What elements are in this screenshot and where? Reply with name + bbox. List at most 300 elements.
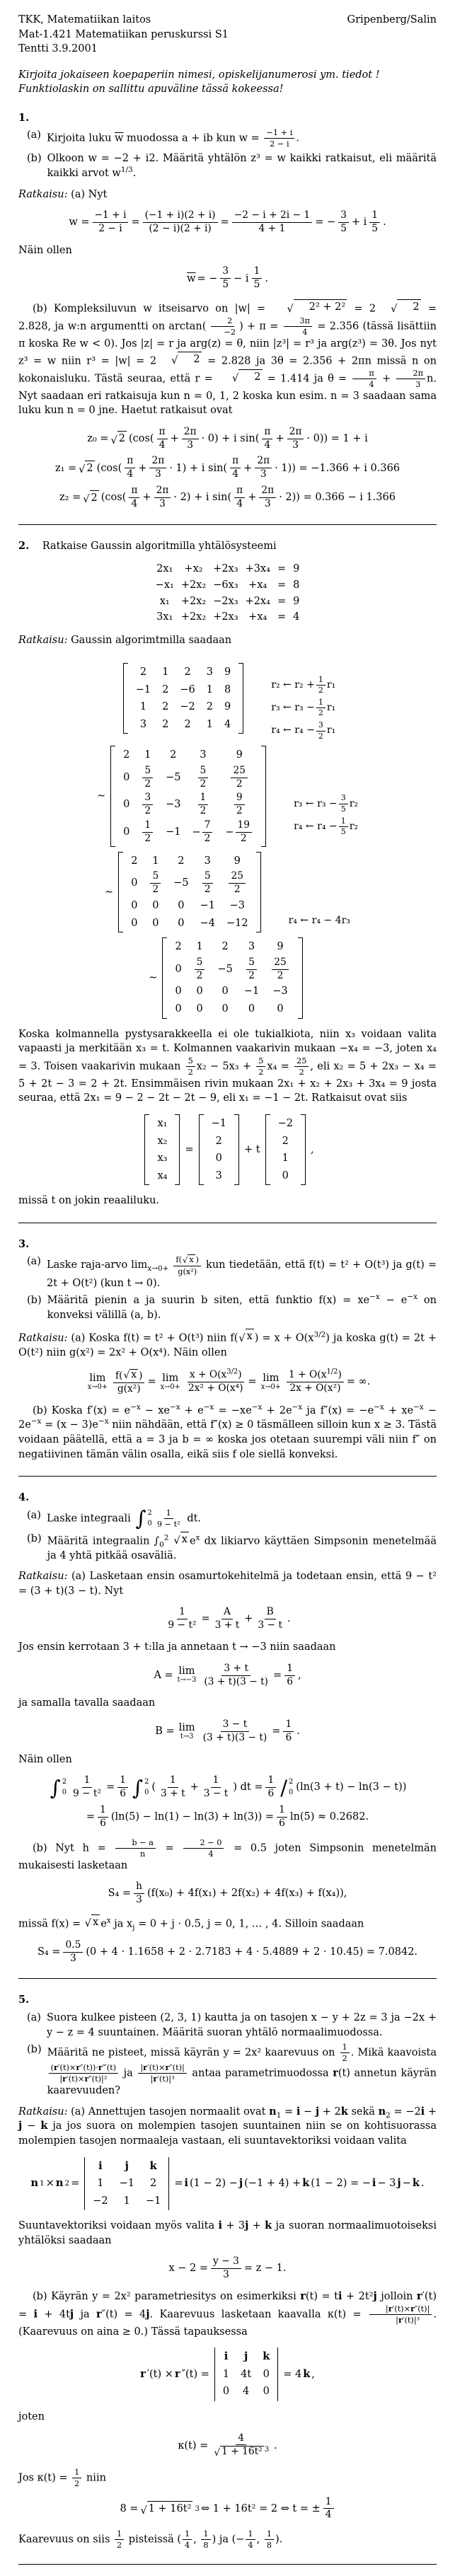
system-cell: 9 [293,563,300,575]
matrix-grid [204,1114,234,1185]
denominator: 2 [318,731,323,741]
matrix-cell: 2 [221,941,229,953]
fraction [149,456,166,480]
matrix-grid [270,1114,301,1185]
matrix-cell: −6 [180,683,195,695]
system-cell: +2x₂ [180,611,207,623]
vector-symbol: n [269,2105,277,2118]
matrix-cell: −12 [226,917,248,929]
numerator: |r′(t)×r″(t)| [369,2304,432,2315]
system-cell: +2x₃ [213,563,238,575]
fraction [186,1370,246,1394]
equation-system [156,562,300,624]
denominator: |r′(t)|³ [396,2314,420,2325]
numerator: B [265,1607,276,1619]
denominator: 2 − i [270,139,289,149]
numerator: 5 [202,871,213,884]
row-operation: r₄ ← r₄ − 4r₃ [288,914,350,926]
italic-text: Ratkaisu: [18,634,68,646]
problem-number: 2. [18,539,30,552]
system-cell: +x₄ [248,579,267,591]
matrix-cell [195,871,221,896]
matrix-cell: 3 [204,855,211,867]
matrix-grid [215,2347,277,2401]
denominator: |r′(t)×r″(t)|² [59,2074,108,2084]
fraction [265,2529,274,2550]
matrix-bracket [168,2157,169,2211]
matrix-cell: 1 [222,2368,230,2380]
superscript: −x [30,1417,42,1426]
solution-paragraph: Suuntavektoriksi voidaan myös valita i + 3j + k ja suoran normaalimuotoiseksi yhtälöksi saadaan [18,2219,437,2246]
vector-symbol: k [340,2105,348,2118]
denominator: 3 [292,439,299,451]
matrix-cell [188,957,212,982]
fraction [71,1775,103,1800]
matrix-cell: −1 [166,826,181,838]
denominator: 3 − t [258,1619,282,1631]
numerator: 1 [117,1775,128,1788]
radicand: x [246,1329,254,1344]
matrix-cell: −5 [166,771,181,783]
matrix-cell: x₄ [157,1169,168,1182]
radicand: 1 + 16t² [221,2446,263,2458]
display-equation [18,656,437,1018]
radical-sign: √ [214,2447,221,2459]
denominator: 9 − t² [72,1788,102,1800]
matrix-cell: 0 [215,1153,222,1165]
numerator: −1 + i [264,128,294,139]
system-cell: 2x₁ [156,563,173,575]
matrix-bracket [256,852,261,932]
radicand: 2 [90,490,99,506]
matrix-cell [140,2159,166,2174]
matrix-cell: −2 [180,701,195,713]
fraction [173,1254,201,1276]
limit-word: lim [89,1372,106,1384]
matrix-bracket [261,746,266,847]
solution-paragraph: Näin ollen [18,1753,72,1765]
numerator: 1 [284,1663,295,1676]
matrix-cell: 1 [282,1153,289,1165]
fraction [159,1775,188,1800]
fraction [232,210,312,235]
vector-symbol: n [55,2177,64,2190]
vector-symbol: n [378,2105,386,2118]
fraction [202,820,213,845]
problem-part [27,151,437,180]
numerator: 3 + t [221,1663,250,1676]
matrix-cell: 0 [131,917,138,929]
matrix [144,1114,180,1185]
matrix-cell: 0 [221,986,229,998]
numerator: 1 [183,2529,192,2540]
denominator: 2x² + O(x⁴) [188,1382,243,1394]
limit-word: lim [162,1372,179,1384]
numerator: 1 [82,1775,93,1788]
numerator: 1 [198,792,209,805]
fraction [186,1056,195,1077]
denominator: 2 [236,778,243,790]
matrix-cell: −1 [243,986,260,998]
square-root [174,1532,189,1547]
fraction [339,794,348,814]
matrix-cell: −2 [93,2195,108,2207]
subscript: 1 [276,2110,282,2120]
matrix-cell: 2 [162,701,169,713]
numerator: 1 [340,2043,350,2053]
subscript: 0 [159,1540,164,1549]
problem-heading [18,1237,437,1252]
denominator: 2 [188,1067,193,1077]
limit-under: x→0+ [260,1382,282,1391]
matrix-cell [219,766,259,790]
denominator: 6 [279,1817,285,1829]
matrix-cell: 9 [277,941,284,953]
numerator: 1 [339,817,348,828]
problem-part [27,1508,437,1529]
matrix-cell: 2 [215,1135,222,1147]
numerator: 25 [272,957,289,970]
vector-symbol: i [218,2219,223,2232]
problem-number: 1. [18,111,30,124]
fraction [155,1508,183,1529]
denominator: g(x²) [117,1383,141,1395]
fraction [129,485,139,510]
solution-paragraph: Jos κ(t) = $\frac{1}{2}$ niin [18,2467,106,2488]
denominator: −2 [224,328,236,337]
denominator: 3 [264,497,271,509]
superscript: 3/2 [313,1330,326,1339]
matrix-cell: 3 [248,941,255,953]
matrix-bracket [118,852,123,932]
numerator: π [230,456,241,468]
fraction [201,1719,270,1744]
numerator: 2 − 0 [183,1838,224,1849]
numerator: 2π [149,456,166,468]
exam-instructions [18,68,437,97]
radical-sign: √ [171,355,178,367]
denominator: 4 [131,497,138,509]
matrix-cell: x₃ [157,1153,168,1165]
fraction [339,817,348,837]
denominator: 4 [264,439,271,451]
integral-sign [135,1508,151,1529]
denominator: 3 [187,439,194,451]
equation-line: S₄ = $\frac{0.5}{3}$ (0 + 4 · 1.1658 + 2 · 2.7183 + 4 · 5.4889 + 2 · 10.45) = 7.0842. [37,1939,418,1964]
denominator: 2 [248,969,255,981]
radical-sign: √ [183,1255,188,1265]
operator-limits [287,1777,293,1798]
numerator: |r′(t)×r″(t)| [138,2063,187,2074]
vector-symbol: i [33,2308,38,2321]
section-divider [18,1978,437,1979]
matrix-cell: −3 [229,900,245,912]
matrix-cell: 4 [243,2386,250,2398]
fraction [117,1775,128,1800]
radicand: 2 [397,299,420,315]
denominator: 2 [144,805,151,817]
display-equation [18,2157,437,2211]
solution-paragraph: (b) Kompleksiluvun w itseisarvo on |w| = √ 2² + 2² = 2 √ 2 = 2.828, ja w:n argumentti on arctan( $\frac{2}{-2}$ ) + π = $\frac{3\pi}{4}$ = 2.356 (tässä lisättiin π koska Re w < 0). Jos |z| = r ja arg(z) = θ, niin |z³| = r³ ja arg(z³) = 3θ. Jos nyt z³ = w niin r³ = |w| = 2 √ 2 = 2.828 ja 3θ = 2.356 + 2πn missä n on kokonaisluku. Tästä seuraa, että r = √ 2 = 1.414 ja θ = $\frac{\pi}{4}$ + $\frac{2\pi}{3}$ n. Nyt saadaan eri ratkaisuja kun n = 0, 1, 2 koska kun esim. n = 3 saadaan sama luku kun n = 0 jne. Haetut ratkaisut ovat [18,299,437,418]
problem-4 [18,1491,437,1964]
problem-part [27,1254,437,1290]
square-root [214,2446,263,2458]
problem-heading [18,1491,437,1506]
matrix [265,1114,306,1185]
superscript: −x [170,1403,180,1412]
vector-symbol: r [140,2367,146,2380]
vector-symbol: r [54,2062,58,2073]
row-operations [289,855,350,930]
fraction [246,2529,255,2550]
row-operations [271,656,335,741]
subscript: j [132,1923,135,1932]
vector-symbol: k [149,2159,157,2172]
vector-symbol: j [244,2350,248,2363]
matrix-cell: 2 [150,2178,157,2190]
matrix-cell: 9 [224,701,231,713]
matrix-bracket [175,1114,180,1185]
fraction [272,957,289,982]
equation-line: z₁ = √ 2 (cos( $\frac{\pi}{4}$ + $\frac{2\pi}{3}$ · 1) + i sin( $\frac{\pi}{4}$ + $\frac{2\pi}{3}$ · 1)) = −1.366 + i 0.366 [54,455,401,480]
matrix-cell: 0 [178,900,185,912]
square-root [376,299,420,315]
numerator: 1 [142,820,153,833]
equation-line: z₂ = √ 2 (cos( $\frac{\pi}{4}$ + $\frac{2\pi}{3}$ · 2) + i sin( $\frac{\pi}{4}$ + $\frac{2\pi}{3}$ · 2)) = 0.366 − i 1.366 [59,485,396,509]
denominator: 3 [136,1894,142,1906]
fraction [142,820,153,845]
denominator: 5 [222,279,229,291]
matrix-cell: 2 [123,749,130,761]
system-cell: −2x₃ [213,595,238,607]
denominator: 4 + 1 [258,223,286,235]
matrix-cell: 4 [224,718,231,730]
numerator: 3π [284,316,313,327]
matrix-cell: −1 [145,2195,161,2207]
numerator: 4 [236,2433,246,2446]
numerator: 3 [316,721,326,732]
operator-limits [146,1508,152,1529]
numerator: f( √ x ) [113,1369,144,1383]
display-equation [18,2497,437,2522]
matrix-cell: −1 [135,683,151,695]
numerator: 5 [195,957,205,970]
matrix-cell: x₂ [157,1135,168,1147]
row-operation: r₄ ← r₄ − $\frac{3}{2}$ r₁ [271,720,336,741]
numerator: 3 [338,210,349,223]
system-cell: x₁ [159,595,170,607]
square-root [218,369,262,385]
vector-symbol: r [153,2074,158,2084]
numerator: 7 [202,820,213,833]
matrix-cell: 1 [139,701,147,713]
solution-paragraph: Koska kolmannella pystysarakkeella ei ole tukialkiota, niin x₃ voidaan valita vapaasti ja merkitään x₃ = t. Kolmannen vaakarivin mukaan −x₄ = −3, joten x₄ = 3. Toisen vaakarivin mukaan $\frac{5}{2}$ x₂ − 5x₃ + $\frac{5}{2}$ x₄ = $\frac{25}{2}$ , eli x₂ = 5 + 2x₃ − x₄ = 5 + 2t − 3 = 2 + 2t. Ensimmäisen rivin mukaan 2x₁ + x₂ + 2x₃ + 3x₄ = 9 josta seuraa, että 2x₁ = 9 − 2 − 2t − 2t − 9, eli x₁ = −1 − 2t. Ratkaisut ovat siis [18,1028,437,1104]
numerator: 3 [142,792,153,805]
integral-sign [132,1777,149,1798]
lower-limit: 0 [147,1519,152,1527]
denominator: 6 [285,1731,292,1743]
denominator: (3 + t)(3 − t) [204,1675,269,1687]
display-equation [18,427,437,510]
denominator: 2 [318,686,323,695]
radical-sign: √ [391,303,398,315]
matrix-cell: 1 [162,666,169,678]
square-root [110,431,126,446]
matrix-cell: 2 [139,666,147,678]
matrix-cell [186,792,219,817]
fraction [138,2063,187,2084]
matrix-cell: 8 [224,683,231,695]
part-label: (b) [27,2044,42,2056]
vector-symbol: i [98,2159,103,2172]
equation-line [18,656,437,741]
operator-glyph: ∫ [132,1775,144,1800]
fraction [157,427,168,451]
radicand: 2 [178,352,201,367]
matrix-cell: −1 [200,900,215,912]
superscript: 1/2 [326,1368,338,1376]
integral-sign [50,1777,67,1798]
fraction [236,820,253,845]
fraction [264,128,294,149]
operator-glyph: ∫ [135,1506,146,1531]
part-text: Määritä integraalin $\int_0^2$ √ x $e^x$ dx likiarvo käyttäen Simpsonin menetelmää ja 4 yhtä pitkää osaväliä. [47,1532,437,1564]
matrix-cell: 2 [170,749,177,761]
matrix-cell [265,957,296,982]
display-equation [18,1719,437,1744]
denominator: (3 + t)(3 − t) [202,1731,267,1743]
matrix-cell: 0 [196,986,203,998]
system-cell: +2x₂ [180,595,207,607]
matrix-cell: 1 [144,749,151,761]
radical-sign: √ [83,494,90,506]
denominator: 2 [204,884,211,896]
matrix-cell: 0 [123,799,130,811]
numerator: 3 [220,266,231,279]
superscript: 1/3 [120,166,133,175]
numerator: 1 [115,2529,124,2540]
matrix [118,852,260,932]
vector-symbol: r [143,2062,148,2073]
part-text: Suora kulkee pisteen (2, 3, 1) kautta ja on tasojen x − y + 2z = 3 ja −2x + y − z = 4 suuntainen. Määritä suoran yhtälö normaalimuodossa. [46,2012,437,2038]
matrix-cell: 0 [152,900,159,912]
numerator: π [157,427,168,439]
denominator: 2 [204,832,211,844]
fraction [183,1838,224,1859]
fraction [202,1663,270,1688]
part-text: Laske integraali ∫ 2 0 $\frac{1}{\text{9 − t²}}$ dt. [46,1506,202,1531]
numerator: 5 [186,1056,195,1067]
fraction [234,485,245,510]
display-equation [18,2256,437,2281]
denominator: 9 − t² [156,1519,180,1529]
radical-sign: √ [110,434,117,446]
part-label: (a) [27,129,41,141]
matrix-cell [143,871,168,896]
problems-container [18,111,437,2565]
denominator: 6 [120,1788,126,1800]
system-cell: 4 [293,611,300,623]
display-equation [18,1663,437,1688]
denominator: 3 [415,379,421,389]
matrix-cell: 2 [184,666,191,678]
numerator: $x + O(x^{3/2})$ [188,1370,244,1382]
matrix-cell: 2 [162,683,169,695]
subscript: 2 [386,2110,391,2120]
denominator: 6 [267,1788,275,1800]
examiners: Gripenberg/Salin [347,14,437,25]
matrix-cell: 0 [123,771,130,783]
matrix-cell: −1 [211,1117,226,1129]
denominator: 2 [144,778,151,790]
fraction [115,1838,156,1859]
equation-line: 8 = √ 1 + 16t² 3 ⇔ 1 + 16t² = 2 ⇔ t = ± $\frac{1}{4}$ [18,2497,437,2522]
fraction [283,1719,294,1744]
matrix-cell [186,766,219,790]
fraction [195,957,205,982]
fraction [125,456,135,480]
system-cell: 3x₁ [156,611,173,623]
matrix-cell: 0 [282,1169,289,1182]
overline: $\overline{w}$ [187,272,196,284]
matrix-grid [149,1114,175,1185]
italic-text: Ratkaisu: [18,188,68,200]
matrix [110,746,266,847]
display-equation [18,2433,437,2459]
matrix-cell: −5 [217,963,233,975]
denominator: 4 [236,497,243,509]
numerator: 1 [211,1775,221,1788]
system-cell: +2x₄ [245,595,270,607]
system-cell: = [277,611,287,623]
limit-under: x→0+ [87,1382,108,1391]
system-cell: −x₁ [155,579,174,591]
superscript: −x [369,1293,380,1302]
numerator: 1 [316,676,326,686]
matrix-cell [114,2159,140,2174]
solution-paragraph: missä t on jokin reaaliluku. [18,1195,160,1207]
display-equation [18,2347,437,2401]
institution: TKK, Matematiikan laitos [18,14,151,25]
overline: $\overline{w}$ [115,132,124,144]
numerator: (r′(t)×r″(t))·r‴(t) [49,2063,118,2074]
matrix-cell: 0 [222,2386,230,2398]
equation-line: ∼ 2 1 2 3 9 0 $\frac{5}{2}$ −5 $\frac{5}{2}$ $\frac{25}{2}$ 0 0 0 −1 −3 0 0 0 −4 −12 r₄ ← r₄ − 4r₃ [18,852,437,932]
solution-paragraph: Ratkaisu: Gaussin algorimtmilla saadaan [18,634,232,646]
vector-symbol: n [30,2177,39,2190]
limit [161,1373,180,1392]
fraction [154,485,171,510]
denominator: g(x²) [178,1266,197,1276]
numerator: 1 [177,1607,188,1619]
fraction [246,957,257,982]
matrix-cell: 1 [97,2178,104,2190]
matrix-cell: 2 [162,718,169,730]
matrix-bracket [144,1114,149,1185]
numerator: π [234,485,245,498]
denominator: 5 [340,804,346,814]
matrix-grid [128,663,238,734]
matrix-cell: 1 [196,941,203,953]
equation-line: S₄ = $\frac{h}{3}$ (f(x₀) + 4f(x₁) + 2f(x₂) + 4f(x₃) + f(x₄)), [108,1881,347,1906]
denominator: 8 [203,2541,209,2551]
part-text: Kirjoita luku $\overline{w}$ muodossa a + ib kun w = $\frac{-1 + i}{2 - i}$ . [46,128,299,149]
problem-part [27,1293,437,1322]
matrix-cell: x₁ [157,1117,168,1129]
vector-symbol: r [165,2062,170,2073]
denominator: 4 [369,379,374,389]
matrix-cell [238,957,265,982]
